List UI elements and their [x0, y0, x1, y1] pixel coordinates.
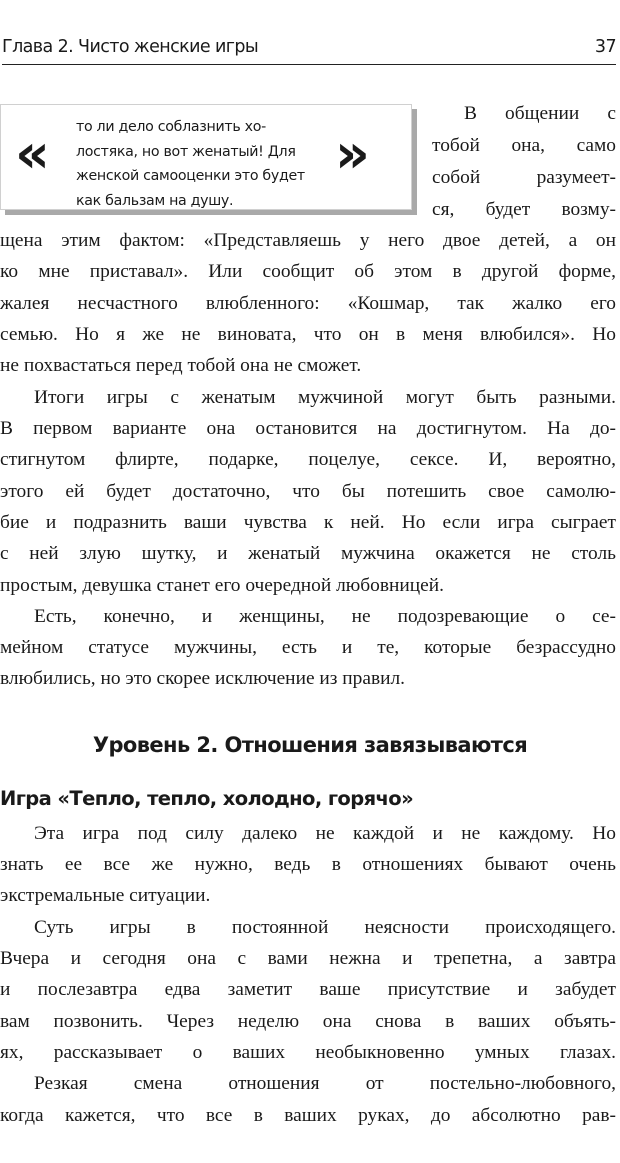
text-line: ко мне приставал». Или сообщит об этом в другой форме,	[0, 261, 616, 282]
text-line: В первом варианте она остановится на достигнутом. На до-	[0, 418, 616, 439]
close-quote-mark: »	[335, 122, 370, 185]
text-line: влюбились, но это скорее исключение из правил.	[0, 668, 406, 689]
text-line: В общении с	[464, 103, 616, 124]
pull-quote-line: лостяка, но вот женатый! Для	[76, 143, 296, 160]
text-line: жалея несчастного влюбленного: «Кошмар, так жалко его	[0, 293, 616, 314]
section-heading: Уровень 2. Отношения завязываются	[92, 733, 528, 757]
open-quote-mark: «	[15, 122, 50, 185]
pull-quote-line: женской самооценки это будет	[76, 168, 305, 184]
text-line: Вчера и сегодня она с вами нежна и трепетна, а завтра	[0, 948, 616, 969]
text-line: Суть игры в постоянной неясности происходящего.	[34, 917, 616, 938]
text-line: когда кажется, что все в ваших руках, до абсолютно рав-	[0, 1105, 616, 1126]
chapter-title: Глава 2. Чисто женские игры	[2, 37, 259, 57]
text-line: знать ее все же нужно, ведь в отношениях бывают очень	[0, 854, 616, 875]
text-line: Резкая смена отношения от постельно-любовного,	[34, 1073, 616, 1094]
text-line: ся, будет возму-	[432, 199, 616, 220]
text-line: ях, рассказывает о ваших необыкновенно умных глазах.	[0, 1042, 616, 1063]
text-line: вам позвонить. Через неделю она снова в ваших объять-	[0, 1011, 616, 1032]
text-line: тобой она, само	[432, 135, 616, 156]
text-line: бие и подразнить ваши чувства к ней. Но если игра сыграет	[0, 512, 616, 533]
text-line: Итоги игры с женатым мужчиной могут быть разными.	[34, 387, 616, 408]
text-line: стигнутом флирте, подарке, поцелуе, сексе. И, вероятно,	[0, 449, 616, 470]
pull-quote-line: то ли дело соблазнить хо-	[76, 119, 266, 135]
text-line: с ней злую шутку, и женатый мужчина окажется не столь	[0, 543, 616, 564]
text-line: простым, девушка станет его очередной любовницей.	[0, 575, 444, 596]
text-line: Эта игра под силу далеко не каждой и не каждому. Но	[34, 823, 616, 844]
pull-quote-line: как бальзам на душу.	[76, 192, 234, 209]
pull-quote-text	[76, 115, 336, 213]
game-heading: Игра «Тепло, тепло, холодно, горячо»	[0, 787, 414, 810]
text-line: Есть, конечно, и женщины, не подозревающие о се-	[34, 606, 616, 627]
text-line: щена этим фактом: «Представляешь у него двое детей, а он	[0, 230, 616, 251]
text-line: семью. Но я же не виновата, что он в меня влюбился». Но	[0, 324, 616, 345]
text-line: экстремальные ситуации.	[0, 885, 211, 906]
page-number: 37	[594, 37, 616, 57]
text-line: этого ей будет достаточно, что бы потешить свое самолю-	[0, 481, 616, 502]
text-line: и послезавтра едва заметит ваше присутствие и забудет	[0, 979, 616, 1000]
text-line: не похвастаться перед тобой она не сможет.	[0, 355, 362, 376]
pull-quote-box	[0, 104, 412, 210]
text-line: мейном статусе мужчины, есть и те, которые безрассудно	[0, 637, 616, 658]
text-line: собой разумеет-	[432, 167, 616, 188]
running-head	[2, 34, 616, 65]
